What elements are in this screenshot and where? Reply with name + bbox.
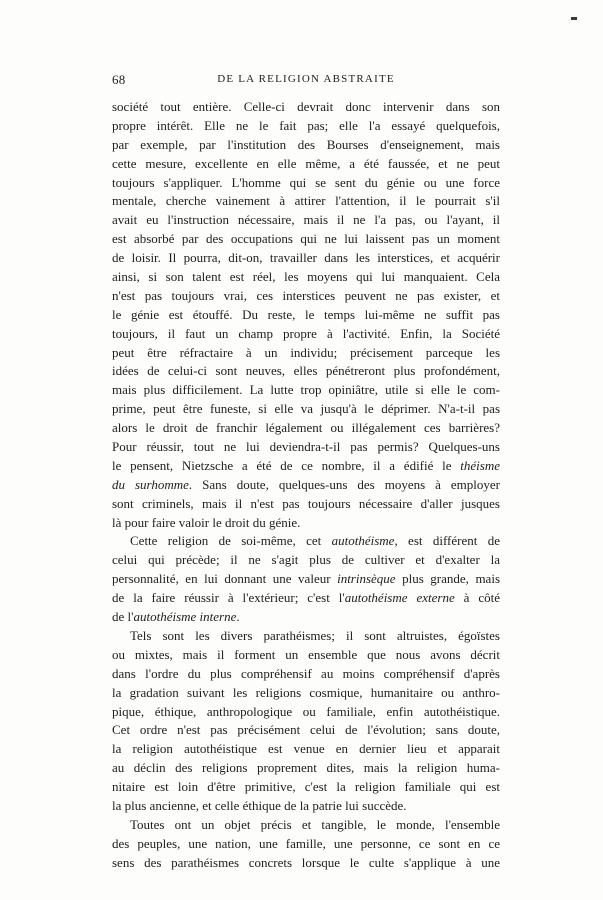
- text-line: est absorbé par des occupations qui ne lui laissent pas un moment: [112, 231, 500, 247]
- text-line: Pour réussir, tout ne lui deviendra-t-il pas permis? Quelques-uns: [112, 439, 500, 455]
- text-line: dans l'ordre du plus compréhensif au moins compréhensif d'après: [112, 665, 500, 681]
- running-title: DE LA RELIGION ABSTRAITE: [217, 73, 395, 85]
- text-line: toujours, il faut un champ propre à l'activité. Enfin, la Société: [112, 325, 500, 341]
- text-line: de la faire réussir à l'extérieur; c'est l'autothéisme externe à côté: [112, 590, 500, 606]
- text-line: sont criminels, mais il n'est pas toujours nécessaire d'aller jusques: [112, 495, 500, 511]
- text-line: des peuples, une nation, une famille, une personne, ce sont en ce: [112, 835, 500, 851]
- italic-term: du surhomme: [112, 476, 189, 492]
- paragraph-1: [112, 98, 500, 532]
- text-line: Toutes ont un objet précis et tangible, le monde, l'ensemble: [130, 816, 500, 832]
- italic-term: autothéisme interne: [133, 609, 237, 625]
- text-line: ainsi, si son talent est réel, les moyens qui lui manquaient. Cela: [112, 269, 500, 285]
- text-line: mais plus difficilement. La lutte trop opiniâtre, utile si elle le com-: [112, 382, 500, 398]
- italic-term: autothéisme: [331, 533, 395, 549]
- text-line: nitaire est loin d'être primitive, c'est la religion familiale qui est: [112, 779, 500, 795]
- scan-mark: [571, 17, 577, 20]
- text-line-last: là pour faire valoir le droit du génie.: [112, 514, 301, 530]
- text-line: alors le droit de franchir légalement ou illégalement ces barrières?: [112, 420, 500, 436]
- text-line: avait eu l'instruction nécessaire, mais il ne l'a pas, ou l'ayant, il: [112, 212, 500, 228]
- text-line: pique, éthique, anthropologique ou familiale, enfin autothéistique.: [112, 703, 500, 719]
- text-line-last: de l'autothéisme interne.: [112, 609, 240, 625]
- text-line: Cet ordre n'est pas précisément celui de l'évolution; sans doute,: [112, 722, 500, 738]
- text-line: celui qui précède; il ne s'agit plus de cultiver et d'exalter la: [112, 552, 500, 568]
- text-line: le pensent, Nietzsche a été de ce nombre, il a édifié le théisme: [112, 457, 500, 473]
- text-line: ou mixtes, mais il forment un ensemble que nous avons décrit: [112, 646, 500, 662]
- italic-term: théisme: [460, 457, 500, 473]
- text-line-last: la plus ancienne, et celle éthique de la patrie lui succède.: [112, 797, 407, 813]
- text-line: idées de celui-ci sont neuves, elles pénétreront plus profondément,: [112, 363, 500, 379]
- text-line: par exemple, par l'institution des Bourses d'enseignement, mais: [112, 136, 500, 152]
- text-line: la religion autothéistique est venue en dernier lieu et apparait: [112, 741, 500, 757]
- text-line: cette mesure, excellente en elle même, a été faussée, et ne peut: [112, 155, 500, 171]
- text-line: du surhomme. Sans doute, quelques-uns des moyens à employer: [112, 476, 500, 492]
- text-line: n'est pas toujours vrai, ces interstices peuvent ne pas exister, et: [112, 287, 500, 303]
- paragraph-2: [112, 532, 500, 626]
- text-line: le génie est étouffé. Du reste, le temps lui-même ne suffit pas: [112, 306, 500, 322]
- italic-term: intrinsèque: [337, 571, 396, 587]
- text-line: propre intérêt. Elle ne le fait pas; elle l'a essayé quelquefois,: [112, 117, 500, 133]
- page-number: 68: [112, 72, 126, 87]
- paragraph-4: [112, 816, 500, 873]
- body-text: [112, 98, 500, 873]
- italic-term: autothéisme externe: [344, 590, 455, 606]
- text-line: de loisir. Il pourra, dit-on, travailler dans les interstices, et acquérir: [112, 250, 500, 266]
- text-line: mentale, cherche vainement à attirer l'attention, il le pourrait s'il: [112, 193, 500, 209]
- text-line: au déclin des religions proprement dites, mais la religion huma-: [112, 760, 500, 776]
- text-line: Cette religion de soi-même, cet autothéisme, est différent de: [130, 533, 500, 549]
- text-line: la gradation suivant les religions cosmique, humanitaire ou anthro-: [112, 684, 500, 700]
- text-line: sens des parathéismes concrets lorsque le culte s'applique à une: [112, 854, 500, 870]
- text-line: toujours s'appliquer. L'homme qui se sent du génie ou une force: [112, 174, 500, 190]
- text-line: personnalité, en lui donnant une valeur intrinsèque plus grande, mais: [112, 571, 500, 587]
- text-line: peut être réfractaire à un individu; précisement parceque les: [112, 344, 500, 360]
- text-line: société tout entière. Celle-ci devrait donc intervenir dans son: [112, 99, 500, 114]
- text-line: prime, peut être funeste, si elle va jusqu'à le déprimer. N'a-t-il pas: [112, 401, 500, 417]
- text-line: Tels sont les divers parathéismes; il sont altruistes, égoïstes: [130, 627, 500, 643]
- paragraph-3: [112, 627, 500, 816]
- page-header: [112, 72, 500, 90]
